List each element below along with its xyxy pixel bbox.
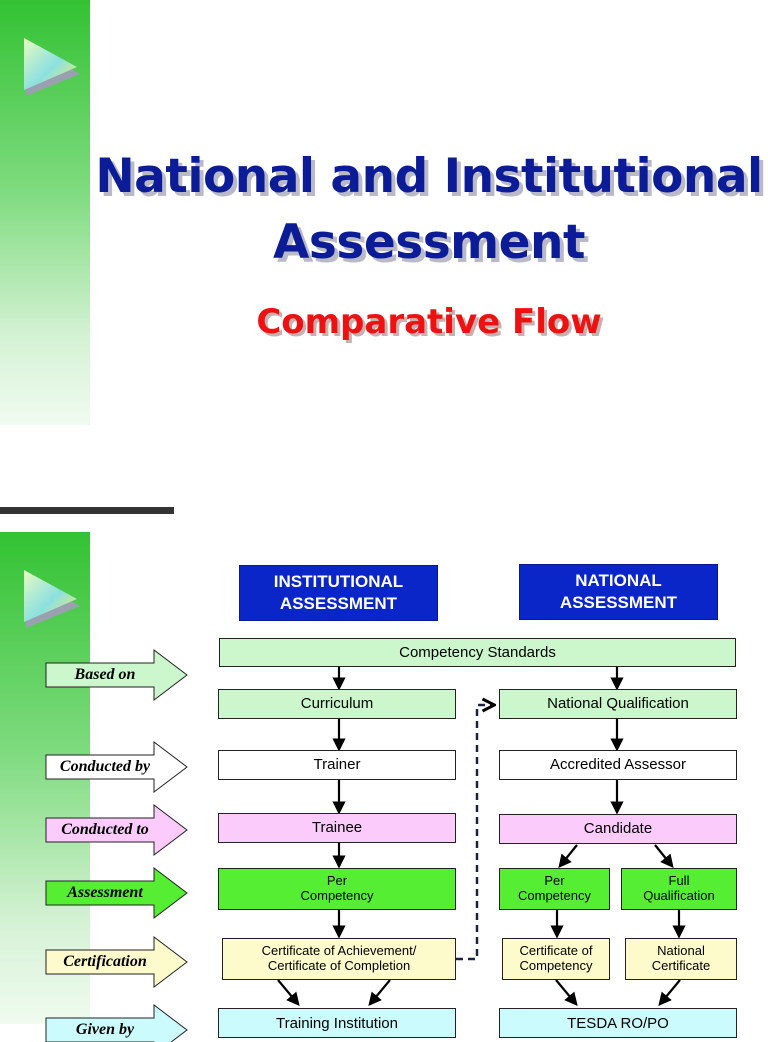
national-assessment-header: NATIONAL ASSESSMENT — [519, 564, 718, 620]
certificate-line-1: Certificate of — [519, 943, 593, 959]
national-per-competency-box — [499, 868, 610, 910]
full-qualification-line-2: Qualification — [643, 888, 715, 903]
row-label-based-on: Based on — [74, 666, 136, 683]
row-label-conducted-by: Conducted by — [59, 758, 151, 775]
curriculum-box: Curriculum — [218, 689, 456, 719]
national-certificate-box — [625, 938, 737, 980]
accredited-assessor-box: Accredited Assessor — [499, 750, 737, 780]
tesda-ro-po-box: TESDA RO/PO — [499, 1008, 737, 1038]
per-competency-line-2: Competency — [518, 888, 591, 903]
candidate-box: Candidate — [499, 814, 737, 844]
certificate-line-1: Certificate of Achievement/ — [261, 943, 417, 959]
certificate-line-1: National — [657, 943, 705, 959]
per-competency-line-2: Competency — [300, 888, 374, 903]
title-line-1: National and Institutional — [95, 149, 763, 204]
certificate-line-2: Competency — [519, 958, 593, 973]
certificate-of-competency-box — [502, 938, 610, 980]
comparative-flow-slide — [0, 532, 768, 1038]
trainer-box: Trainer — [218, 750, 456, 780]
trainee-box: Trainee — [218, 813, 456, 843]
slide-divider — [0, 507, 174, 514]
competency-standards-box: Competency Standards — [219, 638, 736, 667]
title-slide — [0, 0, 768, 425]
row-label-certification: Certification — [63, 953, 147, 970]
play-triangle-icon — [22, 36, 82, 98]
row-label-assessment: Assessment — [67, 884, 143, 901]
slide-subtitle: Comparative Flow — [256, 302, 602, 342]
per-competency-line-1: Per — [326, 873, 348, 889]
title-line-2: Assessment — [273, 215, 585, 270]
institutional-assessment-header: INSTITUTIONAL ASSESSMENT — [239, 565, 438, 621]
training-institution-box: Training Institution — [218, 1008, 456, 1038]
full-qualification-line-1: Full — [668, 873, 690, 889]
slide-title — [90, 144, 768, 276]
full-qualification-box — [621, 868, 737, 910]
per-competency-line-1: Per — [544, 873, 565, 889]
institutional-per-competency-box — [218, 868, 456, 910]
certificate-line-2: Certificate of Completion — [267, 958, 411, 973]
row-label-conducted-to: Conducted to — [61, 821, 149, 838]
certificate-line-2: Certificate — [651, 958, 711, 973]
row-label-given-by: Given by — [75, 1021, 135, 1038]
national-qualification-box: National Qualification — [499, 689, 737, 719]
certificate-of-achievement-box — [222, 938, 456, 980]
